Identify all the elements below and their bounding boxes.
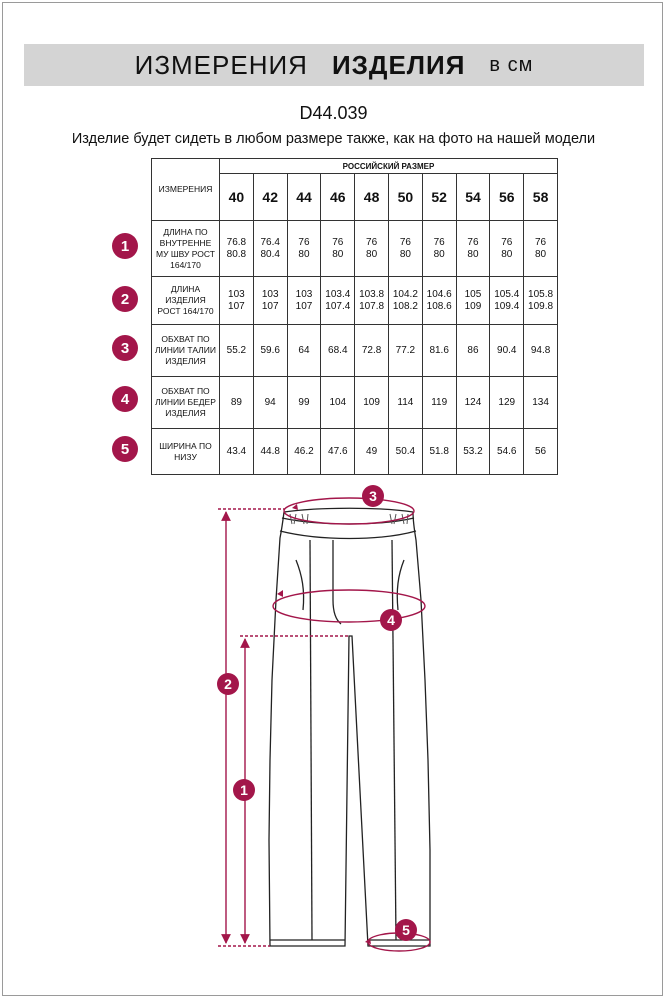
trousers-outline (269, 508, 430, 946)
value-cell: 103 107 (287, 277, 321, 325)
row-label: ШИРИНА ПО НИЗУ (152, 429, 220, 475)
diagram-marker-label: 5 (402, 922, 410, 938)
value-cell: 76 80 (388, 221, 422, 277)
value-cell: 54.6 (490, 429, 524, 475)
value-cell: 76 80 (321, 221, 355, 277)
value-cell: 99 (287, 377, 321, 429)
value-cell: 76 80 (456, 221, 490, 277)
value-cell: 76 80 (287, 221, 321, 277)
value-cell: 47.6 (321, 429, 355, 475)
row-label: ОБХВАТ ПО ЛИНИИ ТАЛИИ ИЗДЕЛИЯ (152, 325, 220, 377)
title-unit: в см (489, 53, 534, 76)
diagram-marker-label: 1 (240, 782, 248, 798)
diagram-marker (362, 485, 384, 507)
value-cell: 43.4 (220, 429, 254, 475)
value-cell: 50.4 (388, 429, 422, 475)
value-cell: 49 (355, 429, 389, 475)
diagram-marker (395, 919, 417, 941)
value-cell: 103.8 107.8 (355, 277, 389, 325)
value-cell: 46.2 (287, 429, 321, 475)
row-number-marker: 5 (112, 436, 138, 462)
row-number-marker: 2 (112, 286, 138, 312)
diagram-marker (217, 673, 239, 695)
value-cell: 90.4 (490, 325, 524, 377)
value-cell: 105 109 (456, 277, 490, 325)
diagram-marker (233, 779, 255, 801)
value-cell: 124 (456, 377, 490, 429)
value-cell: 89 (220, 377, 254, 429)
diagram-marker-label: 3 (369, 488, 377, 504)
title-item: ИЗДЕЛИЯ (331, 49, 466, 80)
value-cell: 109 (355, 377, 389, 429)
value-cell: 104.6 108.6 (422, 277, 456, 325)
value-cell: 104.2 108.2 (388, 277, 422, 325)
value-cell: 64 (287, 325, 321, 377)
row-label: ДЛИНА ИЗДЕЛИЯ РОСТ 164/170 (152, 277, 220, 325)
row-label: ОБХВАТ ПО ЛИНИИ БЕДЕР ИЗДЕЛИЯ (152, 377, 220, 429)
value-cell: 76 80 (524, 221, 558, 277)
size-header-cell: 46 (321, 174, 355, 221)
value-cell: 76 80 (355, 221, 389, 277)
size-header-cell: 48 (355, 174, 389, 221)
value-cell: 55.2 (220, 325, 254, 377)
size-header-cell: 42 (253, 174, 287, 221)
row-number-marker: 4 (112, 386, 138, 412)
diagram-marker-label: 4 (387, 612, 395, 628)
row-number-marker: 3 (112, 335, 138, 361)
size-header-cell: 54 (456, 174, 490, 221)
value-cell: 94 (253, 377, 287, 429)
value-cell: 103.4 107.4 (321, 277, 355, 325)
value-cell: 114 (388, 377, 422, 429)
value-cell: 81.6 (422, 325, 456, 377)
fit-note: Изделие будет сидеть в любом размере также, как на фото на нашей модели (71, 131, 596, 147)
value-cell: 86 (456, 325, 490, 377)
size-header-cell: 58 (524, 174, 558, 221)
size-header-cell: 44 (287, 174, 321, 221)
value-cell: 76.4 80.4 (253, 221, 287, 277)
value-cell: 105.4 109.4 (490, 277, 524, 325)
size-header-cell: 56 (490, 174, 524, 221)
value-cell: 51.8 (422, 429, 456, 475)
value-cell: 76.8 80.8 (220, 221, 254, 277)
value-cell: 76 80 (422, 221, 456, 277)
value-cell: 103 107 (253, 277, 287, 325)
value-cell: 105.8 109.8 (524, 277, 558, 325)
article-number: D44.039 (299, 103, 368, 123)
value-cell: 119 (422, 377, 456, 429)
value-cell: 59.6 (253, 325, 287, 377)
value-cell: 56 (524, 429, 558, 475)
value-cell: 72.8 (355, 325, 389, 377)
value-cell: 103 107 (220, 277, 254, 325)
size-header-cell: 52 (422, 174, 456, 221)
size-header-cell: 50 (388, 174, 422, 221)
diagram-marker (380, 609, 402, 631)
corner-label: ИЗМЕРЕНИЯ (152, 159, 220, 221)
diagram-markers (217, 485, 417, 941)
value-cell: 129 (490, 377, 524, 429)
value-cell: 104 (321, 377, 355, 429)
value-cell: 44.8 (253, 429, 287, 475)
row-number-marker: 1 (112, 233, 138, 259)
measurement-guides (218, 498, 430, 951)
diagram-marker-label: 2 (224, 676, 232, 692)
value-cell: 76 80 (490, 221, 524, 277)
value-cell: 134 (524, 377, 558, 429)
value-cell: 68.4 (321, 325, 355, 377)
row-label: ДЛИНА ПО ВНУТРЕННЕ МУ ШВУ РОСТ 164/170 (152, 221, 220, 277)
value-cell: 53.2 (456, 429, 490, 475)
title-measurements: ИЗМЕРЕНИЯ (134, 49, 308, 80)
value-cell: 94.8 (524, 325, 558, 377)
group-header: РОССИЙСКИЙ РАЗМЕР (220, 159, 558, 174)
size-header-cell: 40 (220, 174, 254, 221)
value-cell: 77.2 (388, 325, 422, 377)
